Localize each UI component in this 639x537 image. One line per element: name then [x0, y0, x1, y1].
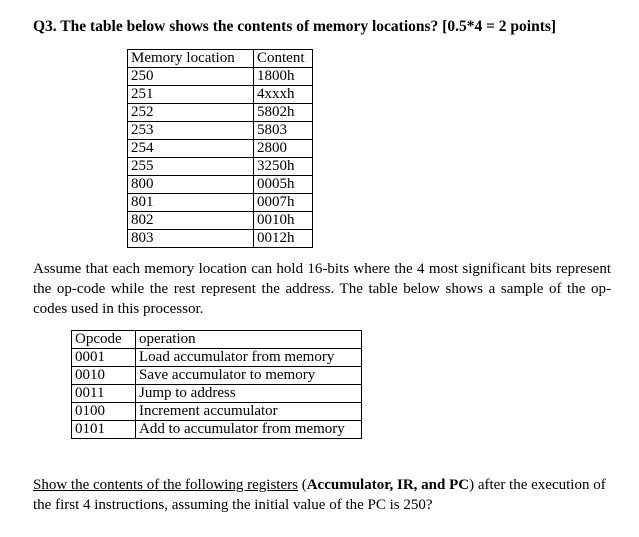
- memory-content-cell: 0005h: [254, 176, 313, 194]
- opcode-cell: 0101: [72, 421, 136, 439]
- opcode-cell: 0011: [72, 385, 136, 403]
- memory-content-cell: 2800: [254, 140, 313, 158]
- table-row: [72, 367, 362, 385]
- memory-location-cell: 254: [128, 140, 254, 158]
- memory-location-cell: 251: [128, 86, 254, 104]
- operation-cell: Increment accumulator: [136, 403, 362, 421]
- opcode-cell: 0010: [72, 367, 136, 385]
- opcode-table-header: [72, 331, 362, 349]
- table-row: [128, 176, 313, 194]
- memory-location-cell: 250: [128, 68, 254, 86]
- memory-content-cell: 5802h: [254, 104, 313, 122]
- memory-location-cell: 255: [128, 158, 254, 176]
- instruction-underlined: Show the contents of the following registers: [33, 477, 298, 493]
- memory-location-cell: 803: [128, 230, 254, 248]
- table-row: [72, 385, 362, 403]
- table-row: [128, 230, 313, 248]
- opcode-cell: 0001: [72, 349, 136, 367]
- memory-content-cell: 5803: [254, 122, 313, 140]
- memory-location-cell: 253: [128, 122, 254, 140]
- instruction-open-paren: (: [297, 477, 307, 493]
- memory-location-header: Memory location: [128, 50, 254, 68]
- question-title: Q3. The table below shows the contents of memory locations? [0.5*4 = 2 points]: [33, 18, 557, 35]
- table-row: [128, 86, 313, 104]
- content-header: Content: [254, 50, 313, 68]
- table-row: [128, 68, 313, 86]
- opcode-cell: 0100: [72, 403, 136, 421]
- operation-cell: Save accumulator to memory: [136, 367, 362, 385]
- instruction-rest: ) after the execution of the first 4 instructions, assuming the initial value of the PC is 250?: [33, 477, 606, 513]
- memory-table-header: [128, 50, 313, 68]
- memory-location-cell: 801: [128, 194, 254, 212]
- assumption-paragraph: Assume that each memory location can hold 16-bits where the 4 most significant bits represent the op-code while the rest represent the address. The table below shows a sample of the op-codes used in this processor.: [33, 261, 611, 317]
- memory-content-cell: 0012h: [254, 230, 313, 248]
- operation-cell: Load accumulator from memory: [136, 349, 362, 367]
- memory-location-cell: 802: [128, 212, 254, 230]
- memory-content-cell: 0007h: [254, 194, 313, 212]
- table-row: [128, 194, 313, 212]
- table-row: [128, 212, 313, 230]
- table-row: [128, 158, 313, 176]
- operation-header: operation: [136, 331, 362, 349]
- memory-content-cell: 3250h: [254, 158, 313, 176]
- memory-content-cell: 0010h: [254, 212, 313, 230]
- opcode-table: [71, 330, 362, 439]
- instruction-registers: Accumulator, IR, and PC: [306, 477, 470, 493]
- operation-cell: Add to accumulator from memory: [136, 421, 362, 439]
- table-row: [128, 104, 313, 122]
- memory-table: [127, 49, 313, 248]
- memory-content-cell: 1800h: [254, 68, 313, 86]
- memory-location-cell: 800: [128, 176, 254, 194]
- table-row: [128, 122, 313, 140]
- table-row: [72, 403, 362, 421]
- opcode-header: Opcode: [72, 331, 136, 349]
- operation-cell: Jump to address: [136, 385, 362, 403]
- table-row: [128, 140, 313, 158]
- memory-content-cell: 4xxxh: [254, 86, 313, 104]
- table-row: [72, 349, 362, 367]
- instruction-paragraph: [33, 475, 611, 515]
- table-row: [72, 421, 362, 439]
- memory-location-cell: 252: [128, 104, 254, 122]
